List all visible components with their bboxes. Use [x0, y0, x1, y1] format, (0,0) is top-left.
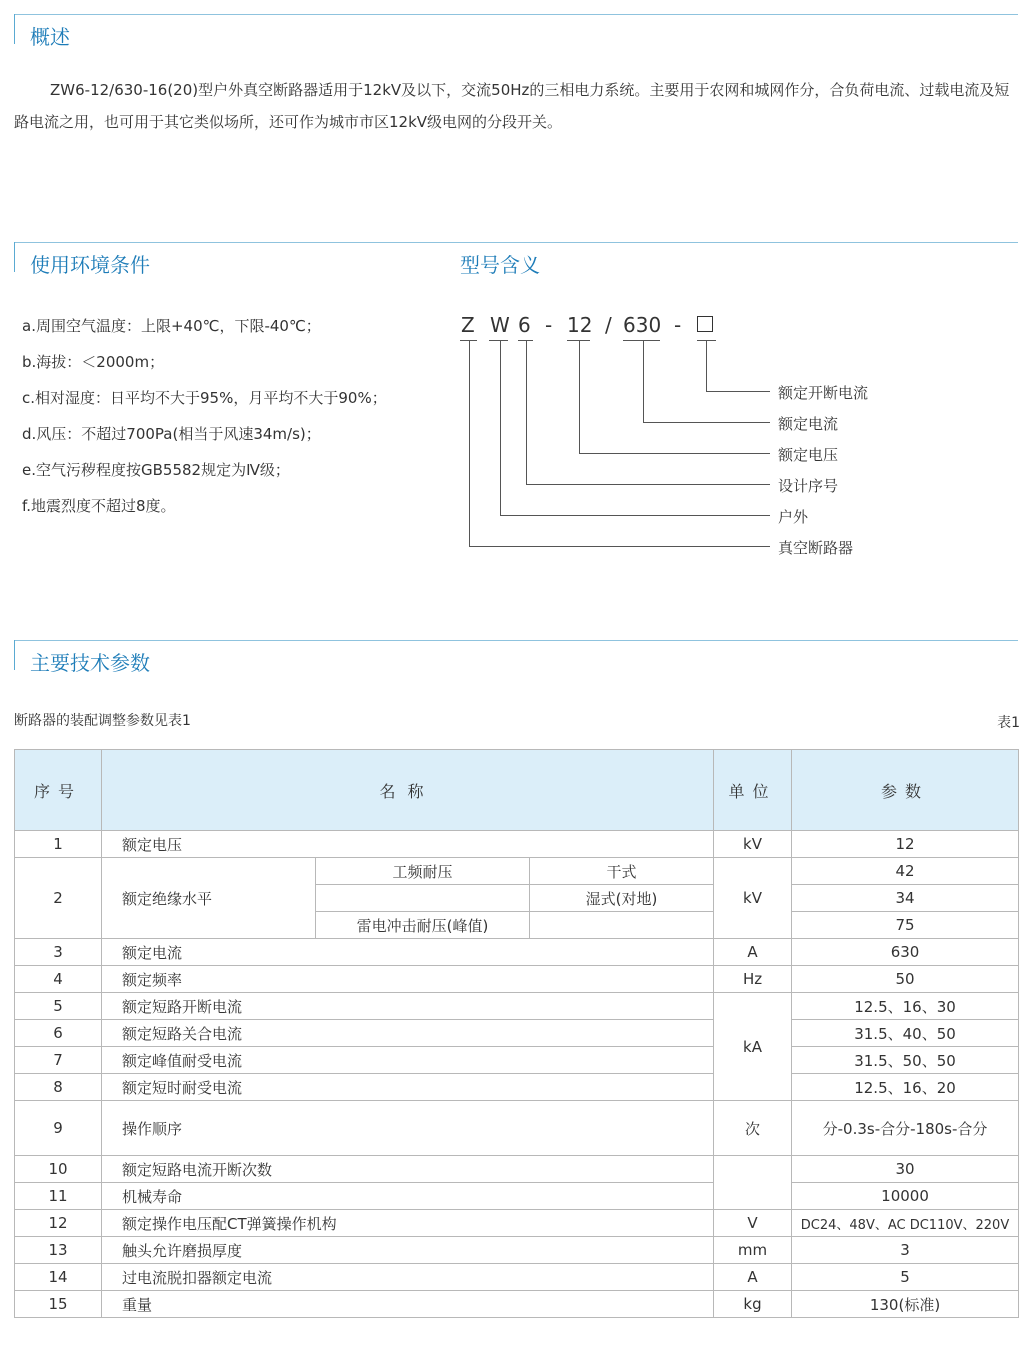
sub-dry: 干式 — [530, 858, 714, 885]
row-no: 9 — [15, 1101, 102, 1156]
row-no: 7 — [15, 1047, 102, 1074]
heading-tick — [14, 640, 15, 670]
list-item: a.周围空气温度：上限+40℃，下限-40℃； — [22, 317, 321, 335]
row-name: 额定峰值耐受电流 — [102, 1047, 714, 1074]
row-unit: 次 — [714, 1101, 792, 1156]
code-part-w: W — [490, 313, 510, 337]
row-value: 630 — [792, 939, 1019, 966]
meaning-rated-voltage: 额定电压 — [778, 446, 839, 464]
meaning-vacuum-breaker: 真空断路器 — [778, 539, 854, 557]
code-part-12: 12 — [567, 313, 593, 337]
meaning-design-number: 设计序号 — [778, 477, 839, 495]
meaning-rated-breaking-current: 额定开断电流 — [778, 384, 869, 402]
row-no: 14 — [15, 1264, 102, 1291]
row-name: 重量 — [102, 1291, 714, 1318]
row-no: 11 — [15, 1183, 102, 1210]
sub-wet: 湿式(对地) — [530, 885, 714, 912]
meaning-rated-current: 额定电流 — [778, 415, 839, 433]
code-part-6: 6 — [518, 313, 531, 337]
row-value: 12 — [792, 831, 1019, 858]
row-no: 15 — [15, 1291, 102, 1318]
list-item: f.地震烈度不超过8度。 — [22, 497, 176, 515]
header-name: 名称 — [102, 750, 714, 831]
spec-table — [14, 749, 1019, 1318]
row-no: 4 — [15, 966, 102, 993]
list-item: e.空气污秽程度按GB5582规定为Ⅳ级； — [22, 461, 290, 479]
row-no: 6 — [15, 1020, 102, 1047]
specs-heading — [14, 640, 1018, 675]
row-unit: kg — [714, 1291, 792, 1318]
header-no: 序号 — [15, 750, 102, 831]
model-title: 型号含义 — [460, 253, 540, 277]
row-value: 12.5、16、30 — [792, 993, 1019, 1020]
sub-power-frequency: 工频耐压 — [316, 858, 530, 885]
row-unit: A — [714, 939, 792, 966]
row-value: 10000 — [792, 1183, 1019, 1210]
row-no: 2 — [15, 858, 102, 939]
row-unit: Hz — [714, 966, 792, 993]
row-value: 31.5、40、50 — [792, 1020, 1019, 1047]
code-part-dash: - — [545, 313, 553, 337]
row-no: 3 — [15, 939, 102, 966]
row-no: 12 — [15, 1210, 102, 1237]
row-name: 过电流脱扣器额定电流 — [102, 1264, 714, 1291]
row-no: 1 — [15, 831, 102, 858]
table-row — [15, 939, 1019, 966]
row-value: 34 — [792, 885, 1019, 912]
row-name: 额定频率 — [102, 966, 714, 993]
row-unit: kV — [714, 831, 792, 858]
sub-empty — [316, 885, 530, 912]
row-value: 50 — [792, 966, 1019, 993]
table-row — [15, 1101, 1019, 1156]
row-value: 3 — [792, 1237, 1019, 1264]
table-row — [15, 1020, 1019, 1047]
table-row — [15, 1264, 1019, 1291]
table-row — [15, 1210, 1019, 1237]
list-item: b.海拔：＜2000m； — [22, 353, 165, 371]
table-row — [15, 858, 1019, 885]
environment-title: 使用环境条件 — [30, 253, 150, 277]
row-name: 额定短时耐受电流 — [102, 1074, 714, 1101]
code-part-slash: / — [605, 313, 612, 337]
row-no: 8 — [15, 1074, 102, 1101]
row-name: 操作顺序 — [102, 1101, 714, 1156]
table-row — [15, 1237, 1019, 1264]
table-row — [15, 1156, 1019, 1183]
overview-text: ZW6-12/630-16(20)型户外真空断路器适用于12kV及以下，交流50Hz的三相电力系统。主要用于农网和城网作分，合负荷电流、过载电流及短路电流之用，也可用于其它类似场所，还可作为城市市区12kV级电网的分段开关。 — [14, 81, 1010, 131]
row-unit: V — [714, 1210, 792, 1237]
list-item: d.风压：不超过700Pa(相当于风速34m/s)； — [22, 425, 321, 443]
row-name: 额定短路开断电流 — [102, 993, 714, 1020]
table-row — [15, 1047, 1019, 1074]
row-no: 13 — [15, 1237, 102, 1264]
table-row — [15, 966, 1019, 993]
row-name: 额定操作电压配CT弹簧操作机构 — [102, 1210, 714, 1237]
row-name: 额定短路关合电流 — [102, 1020, 714, 1047]
sub-empty — [530, 912, 714, 939]
row-name: 额定绝缘水平 — [102, 858, 316, 939]
row-value: 分-0.3s-合分-180s-合分 — [792, 1101, 1019, 1156]
table-row — [15, 993, 1019, 1020]
row-no: 10 — [15, 1156, 102, 1183]
list-item: c.相对湿度：日平均不大于95%，月平均不大于90%； — [22, 389, 387, 407]
row-value: 31.5、50、50 — [792, 1047, 1019, 1074]
row-value: 130(标准) — [792, 1291, 1019, 1318]
sub-lightning: 雷电冲击耐压(峰值) — [316, 912, 530, 939]
specs-title: 主要技术参数 — [30, 651, 150, 675]
row-value: 5 — [792, 1264, 1019, 1291]
row-unit: A — [714, 1264, 792, 1291]
code-part-630: 630 — [623, 313, 662, 337]
row-unit: kV — [714, 858, 792, 939]
overview-title: 概述 — [30, 25, 70, 49]
table-row — [15, 1074, 1019, 1101]
row-name: 额定短路电流开断次数 — [102, 1156, 714, 1183]
row-value: 42 — [792, 858, 1019, 885]
table-row — [15, 1291, 1019, 1318]
row-value: 75 — [792, 912, 1019, 939]
table-row — [15, 1183, 1019, 1210]
meaning-outdoor: 户外 — [778, 508, 809, 526]
row-name: 额定电压 — [102, 831, 714, 858]
header-unit: 单位 — [714, 750, 792, 831]
table-caption: 断路器的装配调整参数见表1 — [14, 713, 191, 729]
heading-rule — [14, 640, 1018, 641]
row-name: 机械寿命 — [102, 1183, 714, 1210]
table-number: 表1 — [997, 715, 1020, 731]
row-value: 12.5、16、20 — [792, 1074, 1019, 1101]
table-header-row — [15, 750, 1019, 831]
code-part-z: Z — [461, 313, 475, 337]
row-name: 触头允许磨损厚度 — [102, 1237, 714, 1264]
row-no: 5 — [15, 993, 102, 1020]
row-name: 额定电流 — [102, 939, 714, 966]
code-part-dash: - — [674, 313, 682, 337]
table-row — [15, 831, 1019, 858]
header-value: 参数 — [792, 750, 1019, 831]
row-value: 30 — [792, 1156, 1019, 1183]
row-unit: mm — [714, 1237, 792, 1264]
row-unit-empty — [714, 1156, 792, 1210]
row-unit: kA — [714, 993, 792, 1101]
row-value: DC24、48V、AC DC110V、220V — [792, 1210, 1019, 1237]
